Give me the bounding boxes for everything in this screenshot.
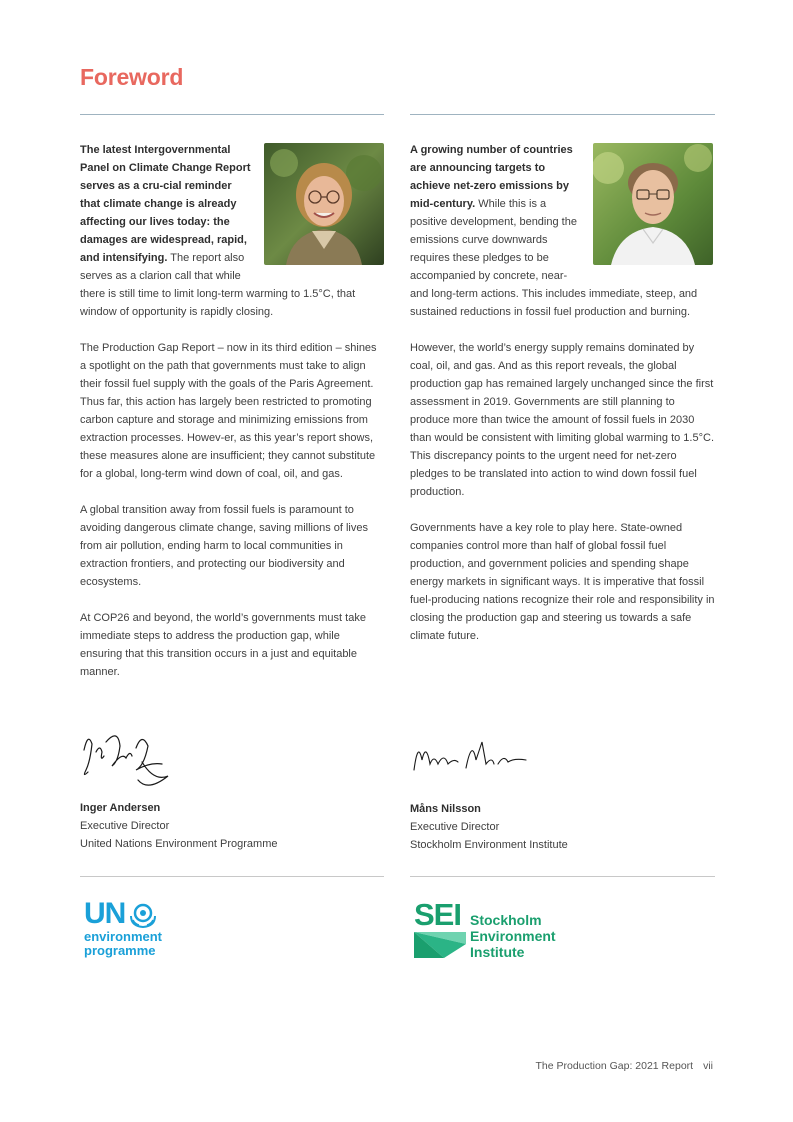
page-title: Foreword [80,64,184,90]
sei-logo [414,897,556,960]
mans-nilsson-photo [593,143,713,265]
right-intro-bold: A growing number of countries are announcing targets to achieve net-zero emissions by mid-century. [410,144,573,210]
sei-logo-abbr: SEI [414,897,461,932]
left-intro-rest: The report also serves as a clarion call that while there is still time to limit long-term warming to 1.5°C, that window of opportunity is rapidly closing. [80,252,356,318]
left-bottom-rule [80,876,384,877]
right-bottom-rule [410,876,715,877]
inger-andersen-signature [78,722,178,799]
left-top-rule [80,114,384,115]
sei-logo-line1: Stockholm [470,912,542,928]
right-signer [410,800,568,854]
left-column [80,141,384,699]
right-paragraph-3: Governments have a key role to play here. State-owned companies control more than half of global fossil fuel production, and government policies and spending shape energy markets in significant ways. It is imperative that fossil fuel-producing nations recognize their role and responsibility in closing the production gap and steering us towards a safe climate future. [410,522,715,642]
signer-name: Måns Nilsson [410,803,481,815]
unep-logo-line2: programme [84,943,156,958]
portrait-man-image [593,143,713,265]
page-number: vii [703,1060,713,1072]
un-emblem-icon [127,898,159,930]
inger-andersen-photo [264,143,384,265]
signer-role: Executive Director [410,821,500,833]
unep-logo-un: UN [84,897,126,930]
left-paragraph-4: At COP26 and beyond, the world’s governments must take immediate steps to address the production gap, while ensuring that this transition occurs in a just and equitable manner. [80,612,366,678]
left-signer [80,799,277,853]
right-column [410,141,715,663]
unep-logo [84,898,162,958]
sei-wave-icon [414,930,466,960]
right-paragraph-2: However, the world’s energy supply remains dominated by coal, oil, and gas. And as this report reveals, the global production gap has remained largely unchanged since the first assessment in 2019. Governments are still planning to produce more than twice the amount of fossil fuels in 2030 than would be consistent with limiting global warming to 1.5°C. This discrepancy points to the urgent need for net-zero pledges to be translated into action to wind down fossil fuel production. [410,342,714,498]
left-paragraph-2: The Production Gap Report – now in its third edition – shines a spotlight on the path that governments must take to align their fossil fuel supply with the goals of the Paris Agreement. Thus far, this action has largely been restricted to promoting carbon capture and storage and minimizing emissions from extraction processes. Howev-er, as this year’s report shows, these measures alone are insufficient; they cannot substitute for a global, long-term wind down of coal, oil, and gas. [80,342,377,480]
right-top-rule [410,114,715,115]
sei-logo-line2: Environment [470,928,556,944]
left-intro-bold: The latest Intergovernmental Panel on Climate Change Report serves as a cru-cial reminder that climate change is already affecting our lives today: the damages are widespread, rapid, and intensifying. [80,144,251,264]
mans-nilsson-signature [408,730,533,785]
signer-role: Executive Director [80,820,170,832]
left-paragraph-3: A global transition away from fossil fuels is paramount to avoiding dangerous climate change, saving millions of lives from air pollution, ending harm to local communities in extraction frontiers, and protecting our biodiversity and ecosystems. [80,504,368,588]
signer-org: Stockholm Environment Institute [410,839,568,851]
signer-name: Inger Andersen [80,802,161,814]
right-intro-rest: While this is a positive development, bending the emissions curve downwards requires these pledges to be accompanied by concrete, near- and long-term actions. This includes immediate, steep, and sustained reductions in fossil fuel production and burning. [410,198,698,318]
unep-logo-line1: environment [84,929,163,944]
page-footer [535,1060,713,1072]
footer-report-title: The Production Gap: 2021 Report [535,1060,694,1072]
signer-org: United Nations Environment Programme [80,838,278,850]
sei-logo-line3: Institute [470,944,525,960]
portrait-woman-image [264,143,384,265]
